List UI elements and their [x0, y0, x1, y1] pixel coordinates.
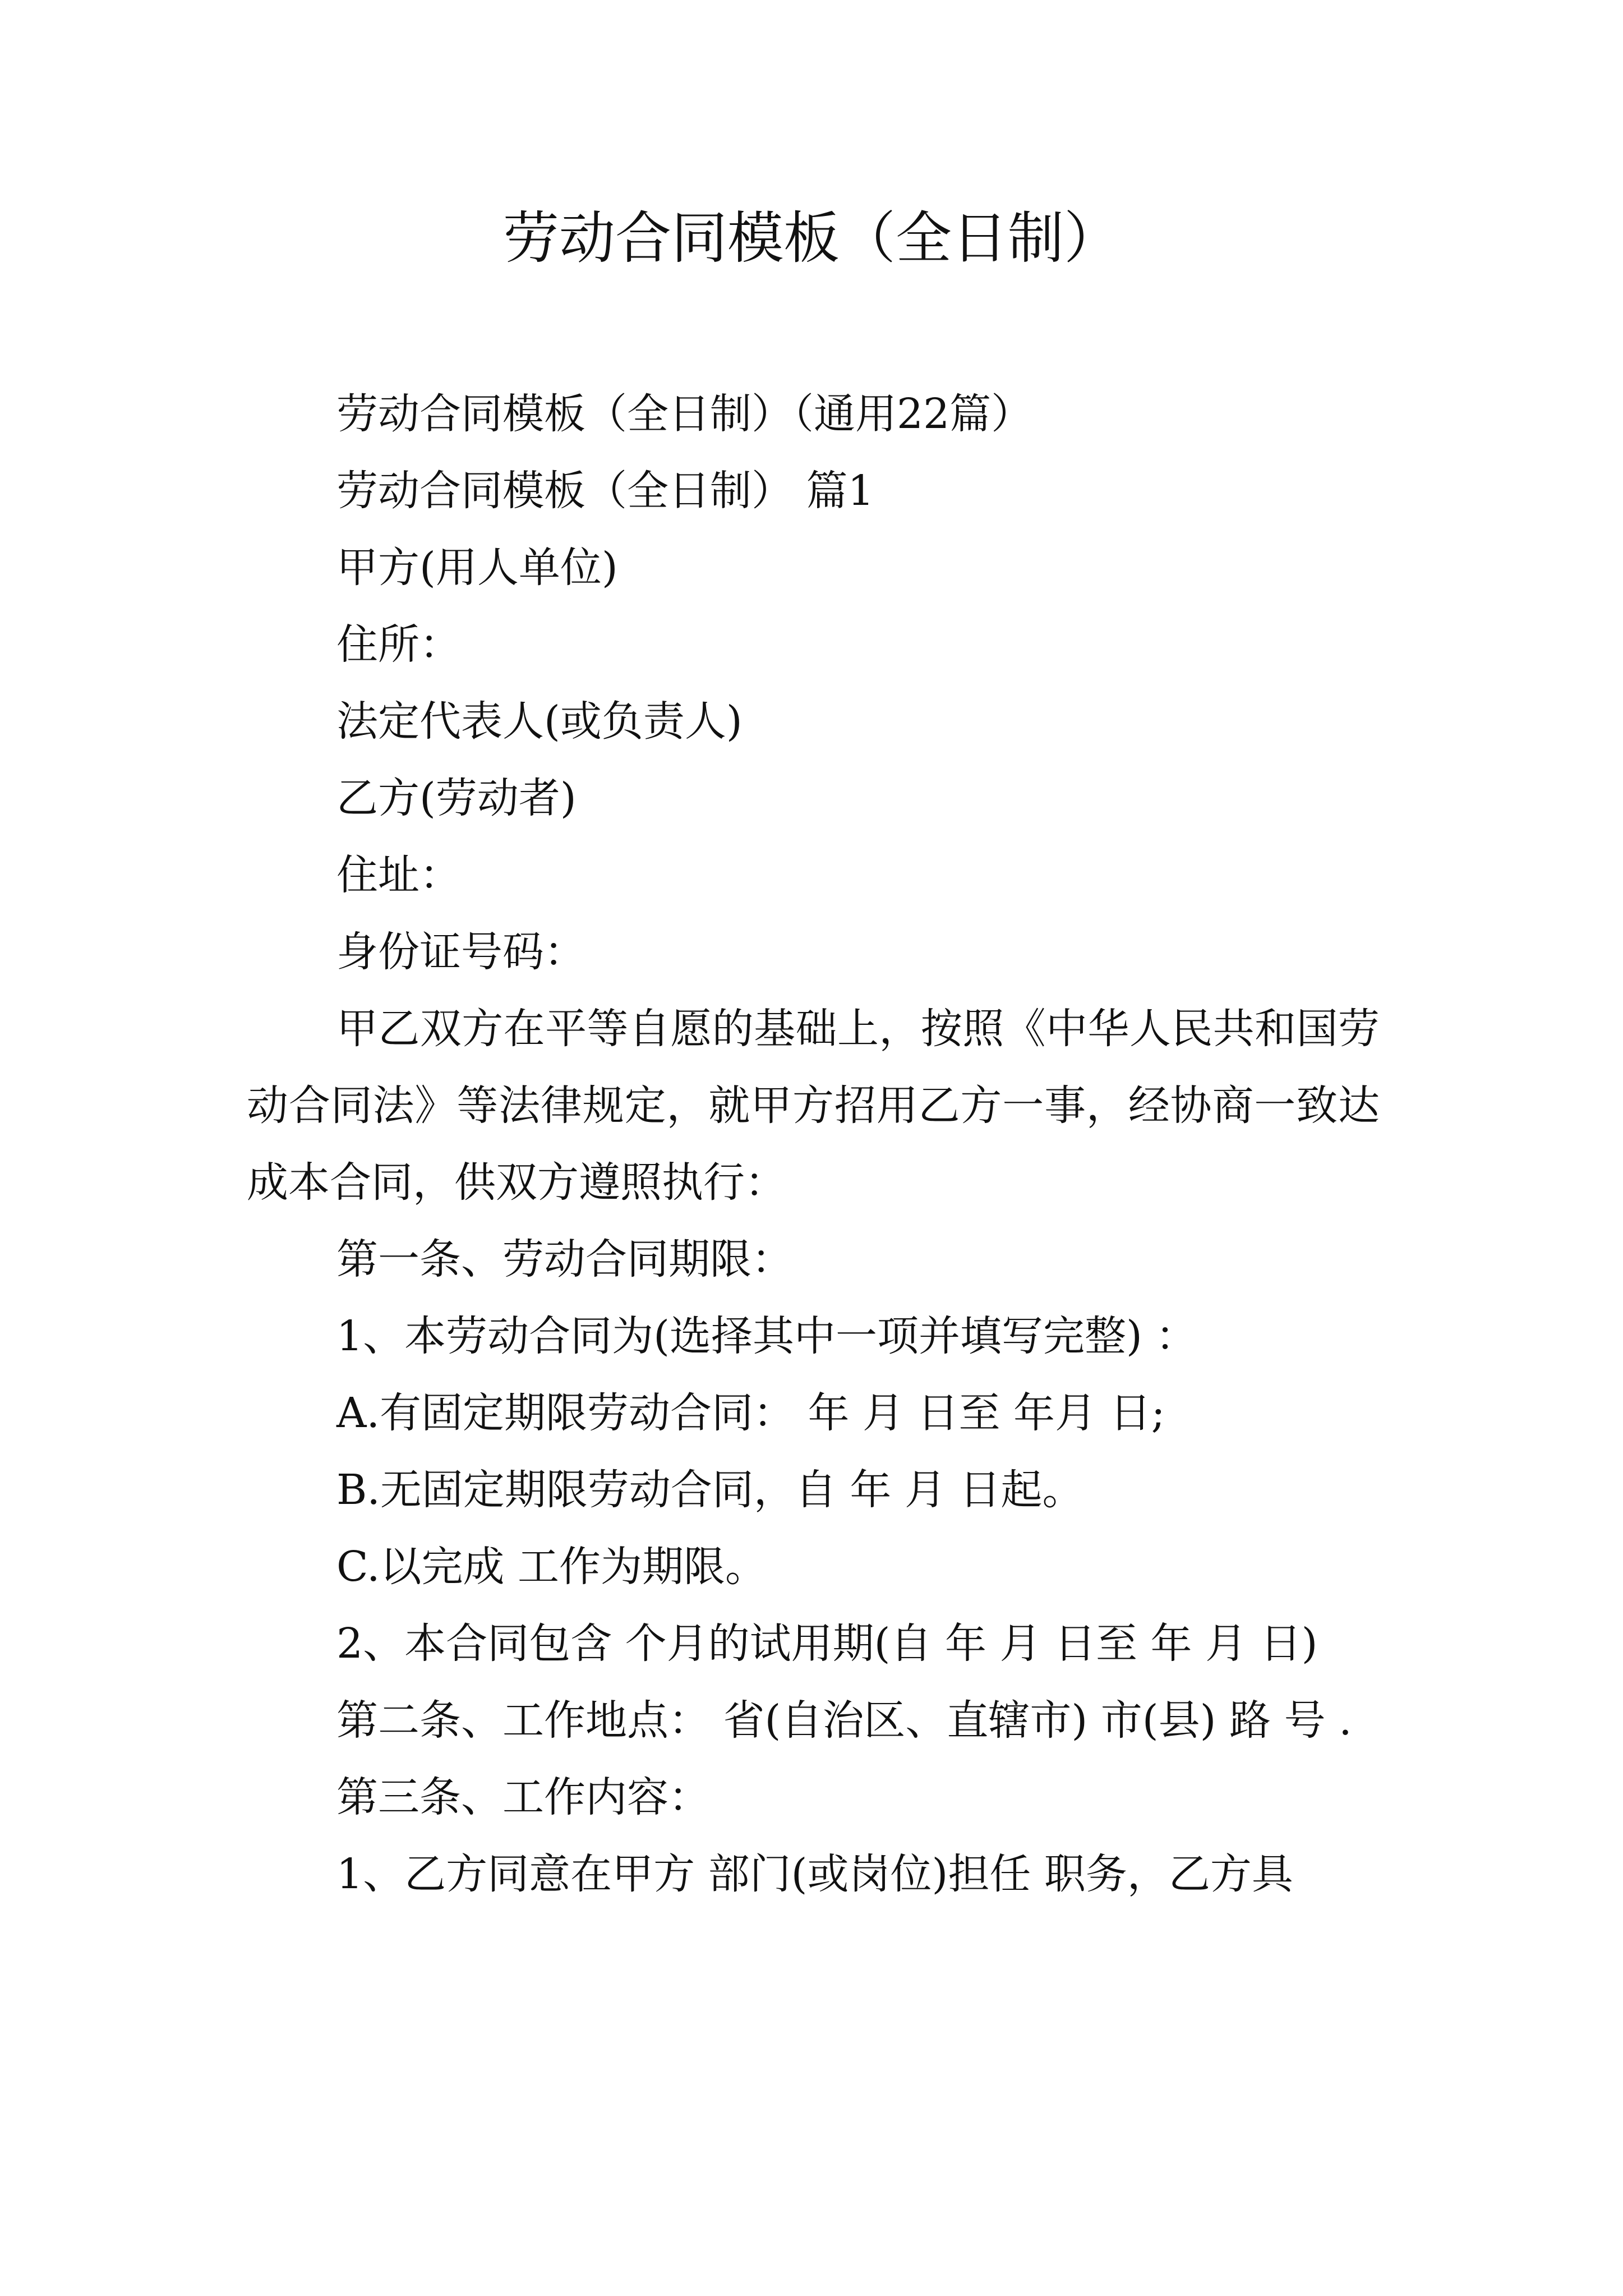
- id-number-label: 身份证号码：: [336, 928, 585, 976]
- article-1-option-c: C.以完成 工作为期限。: [336, 1543, 767, 1591]
- article-1-item-2: 2、本合同包含 个月的试用期(自 年 月 日至 年 月 日): [336, 1619, 1318, 1668]
- document-body: [247, 376, 1380, 1913]
- party-a-label: 甲方(用人单位): [336, 544, 618, 592]
- article-1-item-1: 1、本劳动合同为(选择其中一项并填写完整) ：: [336, 1312, 1197, 1360]
- document-title: 劳动合同模板（全日制）: [503, 205, 1120, 271]
- party-a-address-label: 住所：: [336, 620, 461, 669]
- article-1-option-b: B.无固定期限劳动合同，自 年 月 日起。: [336, 1466, 1084, 1514]
- article-3-heading: 第三条、工作内容：: [336, 1773, 710, 1821]
- article-2-paragraph: 第二条、工作地点： 省(自治区、直辖市) 市(县) 路 号 .: [336, 1696, 1352, 1745]
- party-b-label: 乙方(劳动者): [336, 774, 577, 822]
- subtitle-line: 劳动合同模板（全日制）（通用22篇）: [336, 390, 1033, 438]
- article-1-heading: 第一条、劳动合同期限：: [336, 1235, 793, 1283]
- article-3-item-1: 1、乙方同意在甲方 部门(或岗位)担任 职务，乙方具: [336, 1850, 1293, 1898]
- article-1-option-a: A.有固定期限劳动合同： 年 月 日至 年月 日;: [336, 1389, 1165, 1437]
- preamble-paragraph: 甲乙双方在平等自愿的基础上，按照《中华人民共和国劳动合同法》等法律规定，就甲方招用乙方一事，经协商一致达成本合同，供双方遵照执行：: [247, 1005, 1380, 1207]
- party-b-address-label: 住址：: [336, 851, 461, 899]
- section-heading: 劳动合同模板（全日制） 篇1: [336, 467, 874, 515]
- legal-representative-label: 法定代表人(或负责人): [336, 697, 743, 746]
